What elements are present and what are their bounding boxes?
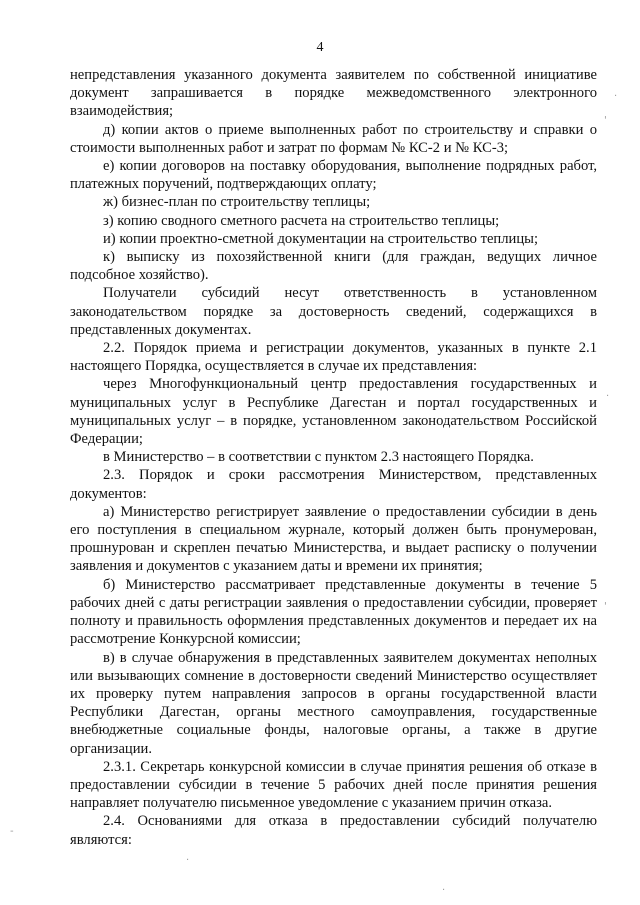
paragraph: а) Министерство регистрирует заявление о предоставлении субсидии в день его поступления в специальном журнале, который должен быть пронумерован, прошнурован и скреплен печатью Министерства, и выдает расписку о получении заявления и документов с указанием даты и времени их принятия;	[70, 503, 597, 575]
paragraph: д) копии актов о приеме выполненных работ по строительству и справки о стоимости выполненных работ и затрат по формам № КС-2 и № КС-3;	[70, 121, 597, 156]
scan-mark: ·	[186, 855, 190, 866]
paragraph: через Многофункциональный центр предоставления государственных и муниципальных услуг в Республике Дагестан и портал государственных и муниципальных услуг – в порядке, установленном законодательством Российской Федерации;	[70, 376, 597, 448]
document-body	[70, 66, 597, 849]
paragraph: 2.3.1. Секретарь конкурсной комиссии в случае принятия решения об отказе в предоставлении субсидии в течение 5 рабочих дней после принятия решения направляет получателю письменное уведомление с указанием причин отказа.	[70, 758, 597, 812]
scan-mark: ·	[606, 391, 610, 402]
scan-mark: -	[10, 826, 14, 837]
paragraph: к) выписку из похозяйственной книги (для граждан, ведущих личное подсобное хозяйство).	[70, 249, 597, 284]
scan-mark: ·	[614, 91, 618, 102]
scan-mark: '	[604, 115, 607, 126]
paragraph: и) копии проектно-сметной документации на строительство теплицы;	[103, 230, 539, 247]
paragraph: 2.2. Порядок приема и регистрации документов, указанных в пункте 2.1 настоящего Порядка, осуществляется в случае их представления:	[70, 340, 597, 375]
paragraph: непредставления указанного документа заявителем по собственной инициативе документ запрашивается в порядке межведомственного электронного взаимодействия;	[70, 67, 597, 120]
page-number: 4	[316, 40, 324, 55]
paragraph: 2.4. Основаниями для отказа в предоставлении субсидий получателю являются:	[70, 813, 597, 848]
scan-mark: '	[604, 601, 607, 612]
paragraph: ж) бизнес-план по строительству теплицы;	[103, 194, 371, 211]
paragraph: Получатели субсидий несут ответственность в установленном законодательством порядке за достоверность сведений, содержащихся в представленных документах.	[70, 285, 597, 338]
paragraph: в Министерство – в соответствии с пунктом 2.3 настоящего Порядка.	[103, 449, 534, 466]
paragraph: е) копии договоров на поставку оборудования, выполнение подрядных работ, платежных поручений, подтверждающих оплату;	[70, 158, 597, 193]
paragraph: в) в случае обнаружения в представленных заявителем документах неполных или вызывающих сомнение в достоверности сведений Министерство осуществляет их проверку путем направления запросов в органы государственной власти Республики Дагестан, органы местного самоуправления, государственные внебюджетные социальные фонды, налоговые органы, а также в другие организации.	[70, 649, 597, 757]
paragraph: б) Министерство рассматривает представленные документы в течение 5 рабочих дней с даты регистрации заявления о предоставлении субсидии, проверяет полноту и правильность оформления представленных документов и передает их на рассмотрение Конкурсной комиссии;	[70, 576, 597, 648]
scan-mark: ·	[442, 885, 446, 896]
paragraph: з) копию сводного сметного расчета на строительство теплицы;	[103, 212, 500, 229]
paragraph: 2.3. Порядок и сроки рассмотрения Министерством, представленных документов:	[70, 467, 597, 502]
